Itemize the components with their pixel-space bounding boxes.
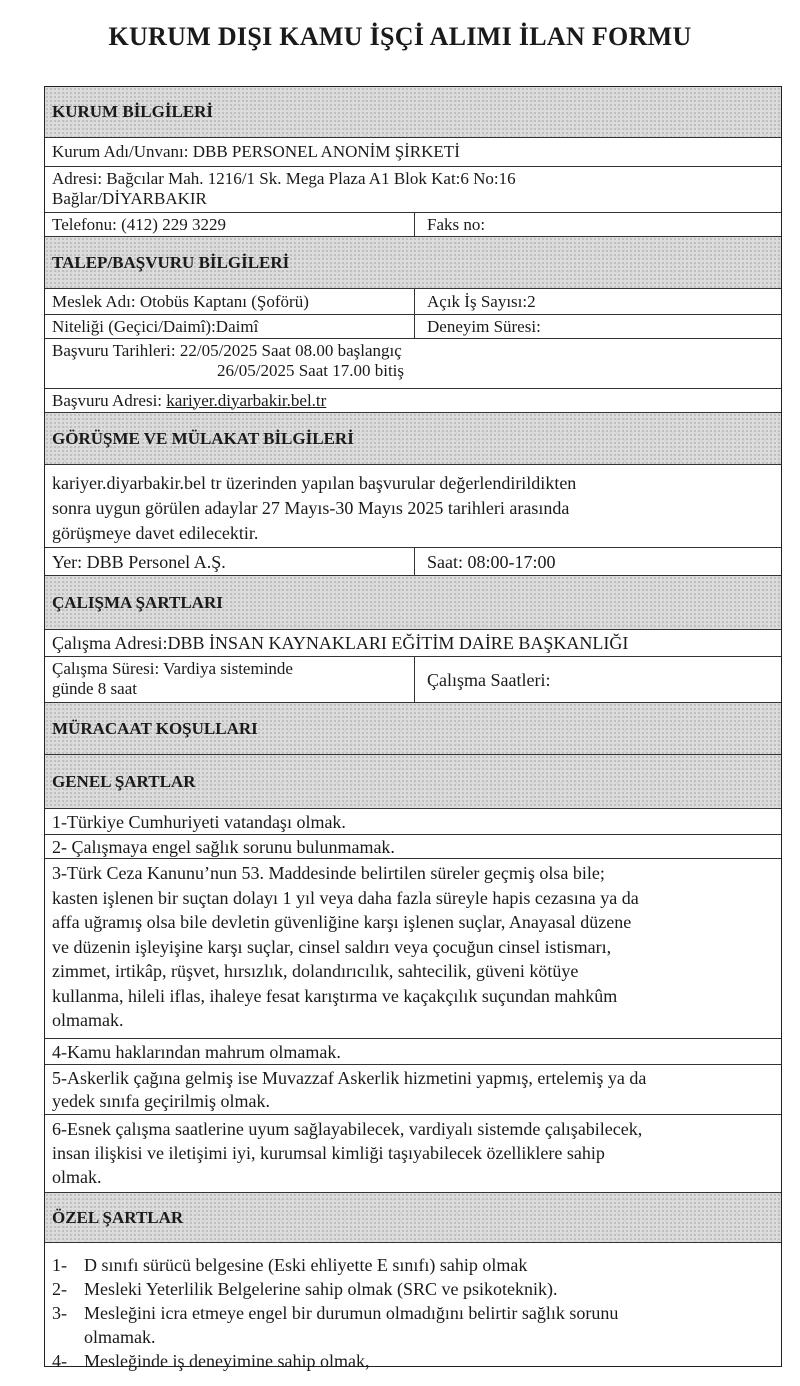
- interview-time: Saat: 08:00-17:00: [427, 551, 556, 572]
- list-text-line: olmamak.: [84, 1327, 156, 1347]
- kurum-phone: Telefonu: (412) 229 3229: [45, 213, 415, 236]
- job-posting-form: [44, 86, 782, 1371]
- list-item: [52, 1253, 774, 1277]
- condition-text: [45, 859, 781, 1038]
- kurum-name-row: [45, 137, 781, 166]
- list-number: 2-: [52, 1279, 67, 1299]
- special-conditions-list: [45, 1243, 781, 1371]
- interview-text: [45, 465, 781, 547]
- section-header: GENEL ŞARTLAR: [52, 771, 196, 791]
- section-kurum-bilgileri: [45, 87, 781, 137]
- interview-line: sonra uygun görülen adaylar 27 Mayıs-30 Mayıs 2025 tarihleri arasında: [52, 498, 570, 518]
- condition-text: 1-Türkiye Cumhuriyeti vatandaşı olmak.: [52, 811, 346, 832]
- gorusme-place-row: [45, 547, 781, 575]
- work-duration: [45, 657, 415, 702]
- condition-line: kullanma, hileli iflas, ihaleye fesat karıştırma ve kaçakçılık suçundan mahkûm: [52, 985, 618, 1006]
- interview-line: görüşmeye davet edilecektir.: [52, 523, 259, 543]
- genel-item-4: [45, 1038, 781, 1064]
- section-header: ÖZEL ŞARTLAR: [52, 1207, 184, 1227]
- talep-row-1: [45, 288, 781, 314]
- condition-line: 3-Türk Ceza Kanunu’nun 53. Maddesinde belirtilen süreler geçmiş olsa bile;: [52, 863, 605, 883]
- condition-text: 2- Çalışmaya engel sağlık sorunu bulunmamak.: [52, 836, 395, 857]
- talep-dates-row: [45, 338, 781, 388]
- work-hours: Çalışma Saatleri:: [427, 669, 551, 690]
- application-dates: [45, 339, 781, 388]
- address-line: Bağlar/DİYARBAKIR: [52, 189, 207, 208]
- talep-row-2: [45, 314, 781, 338]
- condition-line: 6-Esnek çalışma saatlerine uyum sağlayabilecek, vardiyalı sistemde çalışabilecek,: [52, 1119, 643, 1139]
- page-title: KURUM DIŞI KAMU İŞÇİ ALIMI İLAN FORMU: [108, 22, 692, 51]
- condition-line: olmak.: [52, 1167, 102, 1187]
- kurum-contact-row: [45, 212, 781, 236]
- talep-address-row: [45, 388, 781, 412]
- dates-line: 26/05/2025 Saat 17.00 bitiş: [217, 361, 404, 380]
- address-line: Adresi: Bağcılar Mah. 1216/1 Sk. Mega Plaza A1 Blok Kat:6 No:16: [52, 169, 516, 188]
- condition-text: [45, 1115, 781, 1192]
- gorusme-text-row: [45, 464, 781, 547]
- ozel-list-row: [45, 1242, 781, 1371]
- interview-place: Yer: DBB Personel A.Ş.: [45, 548, 415, 575]
- condition-line: ve düzenin işleyişine karşı suçlar, cinsel saldırı veya çocuğun cinsel istismarı,: [52, 936, 612, 957]
- list-item: [52, 1277, 774, 1301]
- condition-text: [45, 1065, 781, 1114]
- list-number: 4-: [52, 1351, 67, 1371]
- section-talep: [45, 236, 781, 288]
- occupation: Meslek Adı: Otobüs Kaptanı (Şoförü): [45, 289, 415, 314]
- openings: Açık İş Sayısı:2: [427, 291, 536, 311]
- genel-item-6: [45, 1114, 781, 1192]
- list-text: Mesleğinde iş deneyimine sahip olmak,: [84, 1351, 370, 1371]
- genel-item-5: [45, 1064, 781, 1114]
- condition-text: 4-Kamu haklarından mahrum olmamak.: [52, 1041, 341, 1062]
- kurum-name: Kurum Adı/Unvanı: DBB PERSONEL ANONİM ŞİRKETİ: [52, 142, 460, 161]
- experience: Deneyim Süresi:: [427, 316, 541, 336]
- section-header: MÜRACAAT KOŞULLARI: [52, 718, 258, 738]
- list-number: 1-: [52, 1255, 67, 1275]
- condition-line: insan ilişkisi ve iletişimi iyi, kurumsal kimliği taşıyabilecek özelliklere sahip: [52, 1143, 605, 1163]
- condition-line: 5-Askerlik çağına gelmiş ise Muvazzaf Askerlik hizmetini yapmış, ertelemiş ya da: [52, 1068, 647, 1088]
- application-address: [45, 389, 781, 412]
- kurum-address-row: [45, 166, 781, 212]
- section-calisma: [45, 575, 781, 629]
- application-address-link[interactable]: kariyer.diyarbakir.bel.tr: [166, 390, 327, 410]
- section-genel: [45, 754, 781, 808]
- work-address: Çalışma Adresi:DBB İNSAN KAYNAKLARI EĞİTİM DAİRE BAŞKANLIĞI: [52, 633, 629, 653]
- genel-item-3: [45, 858, 781, 1038]
- condition-line: affa uğramış olsa bile devletin güvenliğine karşı işlenen suçlar, Anayasal düzene: [52, 912, 632, 932]
- condition-line: zimmet, irtikâp, rüşvet, hırsızlık, dolandırıcılık, sahtecilik, güveni kötüye: [52, 961, 579, 981]
- list-text: Mesleki Yeterlilik Belgelerine sahip olmak (SRC ve psikoteknik).: [84, 1279, 558, 1299]
- calisma-address-row: [45, 629, 781, 656]
- duration-line: Çalışma Süresi: Vardiya sisteminde: [52, 659, 293, 678]
- condition-line: yedek sınıfa geçirilmiş olmak.: [52, 1091, 270, 1111]
- dates-line: Başvuru Tarihleri: 22/05/2025 Saat 08.00 başlangıç: [52, 341, 402, 360]
- application-address-label: Başvuru Adresi:: [52, 390, 163, 410]
- section-header: TALEP/BAŞVURU BİLGİLERİ: [52, 252, 290, 272]
- kurum-fax: Faks no:: [427, 214, 486, 234]
- section-gorusme: [45, 412, 781, 464]
- section-header: GÖRÜŞME VE MÜLAKAT BİLGİLERİ: [52, 428, 354, 448]
- list-text: D sınıfı sürücü belgesine (Eski ehliyette E sınıfı) sahip olmak: [84, 1255, 528, 1275]
- interview-line: kariyer.diyarbakir.bel tr üzerinden yapılan başvurular değerlendirildikten: [52, 473, 577, 493]
- list-item: [52, 1349, 774, 1373]
- list-text-line: Mesleğini icra etmeye engel bir durumun olmadığını belirtir sağlık sorunu: [84, 1303, 619, 1323]
- section-header: KURUM BİLGİLERİ: [52, 102, 214, 121]
- kurum-address: [45, 167, 781, 212]
- condition-line: kasten işlenen bir suçtan dolayı 1 yıl veya daha fazla süreyle hapis cezasına ya da: [52, 887, 639, 908]
- duration-line: günde 8 saat: [52, 679, 137, 698]
- list-text: [84, 1301, 774, 1349]
- genel-item-1: [45, 808, 781, 834]
- section-muracaat: [45, 702, 781, 754]
- section-ozel: [45, 1192, 781, 1242]
- list-item: [52, 1301, 774, 1349]
- list-number: 3-: [52, 1303, 67, 1323]
- nature: Niteliği (Geçici/Daimî):Daimî: [45, 315, 415, 338]
- condition-line: olmamak.: [52, 1010, 124, 1030]
- genel-item-2: [45, 834, 781, 858]
- section-header: ÇALIŞMA ŞARTLARI: [52, 592, 223, 612]
- calisma-duration-row: [45, 656, 781, 702]
